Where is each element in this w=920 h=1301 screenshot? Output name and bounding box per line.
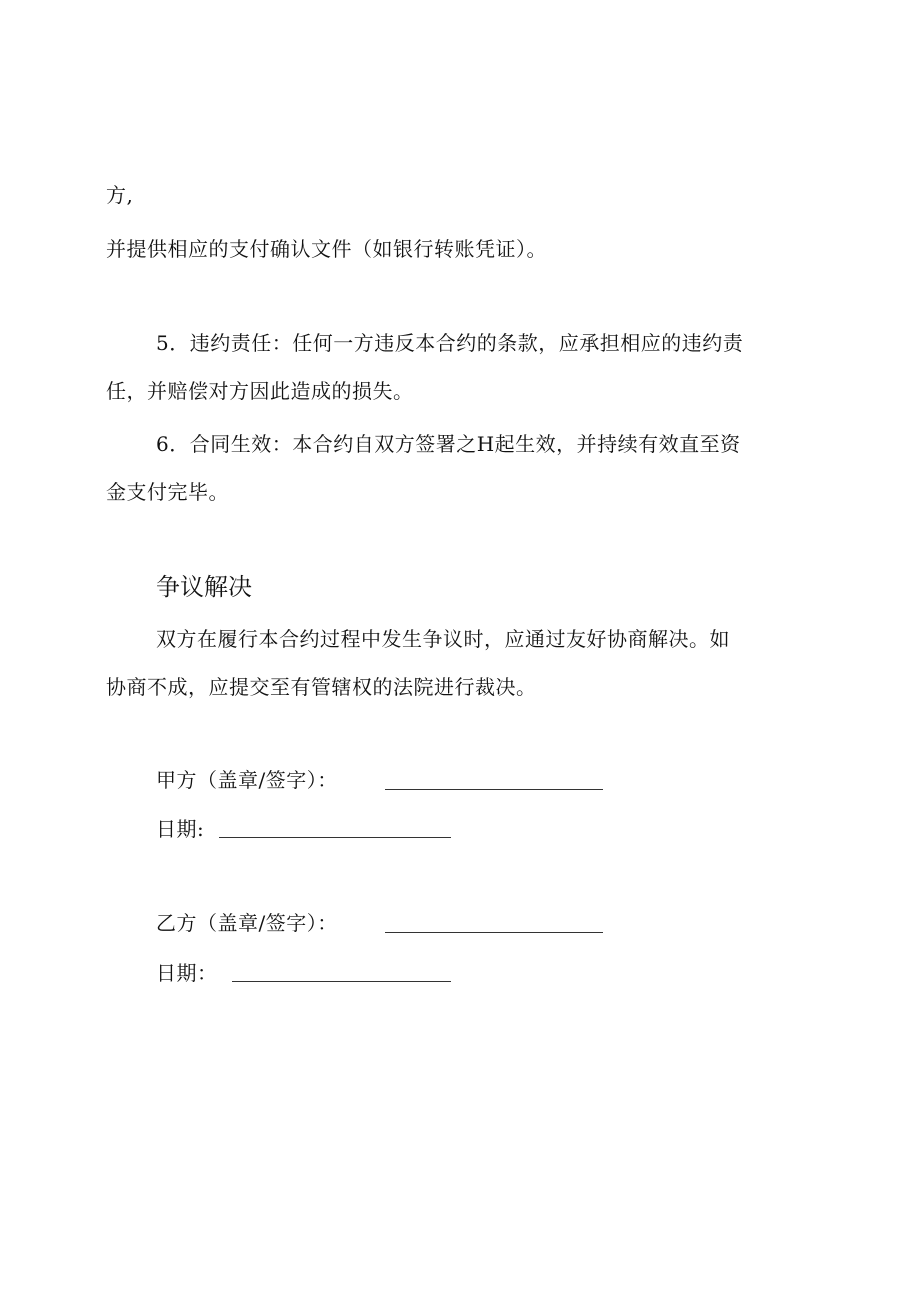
dispute-paragraph-line-1: 双方在履行本合约过程中发生争议时，应通过友好协商解决。如 (156, 627, 730, 651)
party-b-signature-line[interactable] (385, 932, 603, 933)
party-a-signature-label: 甲方（盖章/签字）： (156, 768, 338, 792)
party-a-signature-line[interactable] (385, 789, 603, 790)
paragraph-continuation-line-1: 方, (106, 183, 134, 207)
party-a-date-line[interactable] (219, 837, 451, 838)
paragraph-continuation-line-2: 并提供相应的支付确认文件（如银行转账凭证）。 (106, 237, 547, 261)
party-b-signature-label: 乙方（盖章/签字）： (156, 911, 338, 935)
clause-6-line-1: 6．合同生效：本合约自双方签署之H起生效，并持续有效直至资 (156, 432, 741, 456)
party-b-date-label: 日期： (156, 961, 218, 985)
party-a-date-label: 日期: (156, 817, 205, 841)
dispute-paragraph-line-2: 协商不成，应提交至有管辖权的法院进行裁决。 (106, 675, 537, 699)
clause-5-line-2: 任，并赔偿对方因此造成的损失。 (106, 379, 414, 403)
clause-6-line-2: 金支付完毕。 (106, 480, 229, 504)
dispute-heading: 争议解决 (156, 573, 252, 601)
party-b-date-line[interactable] (232, 981, 451, 982)
clause-5-line-1: 5．违约责任：任何一方违反本合约的条款，应承担相应的违约责 (156, 331, 744, 355)
